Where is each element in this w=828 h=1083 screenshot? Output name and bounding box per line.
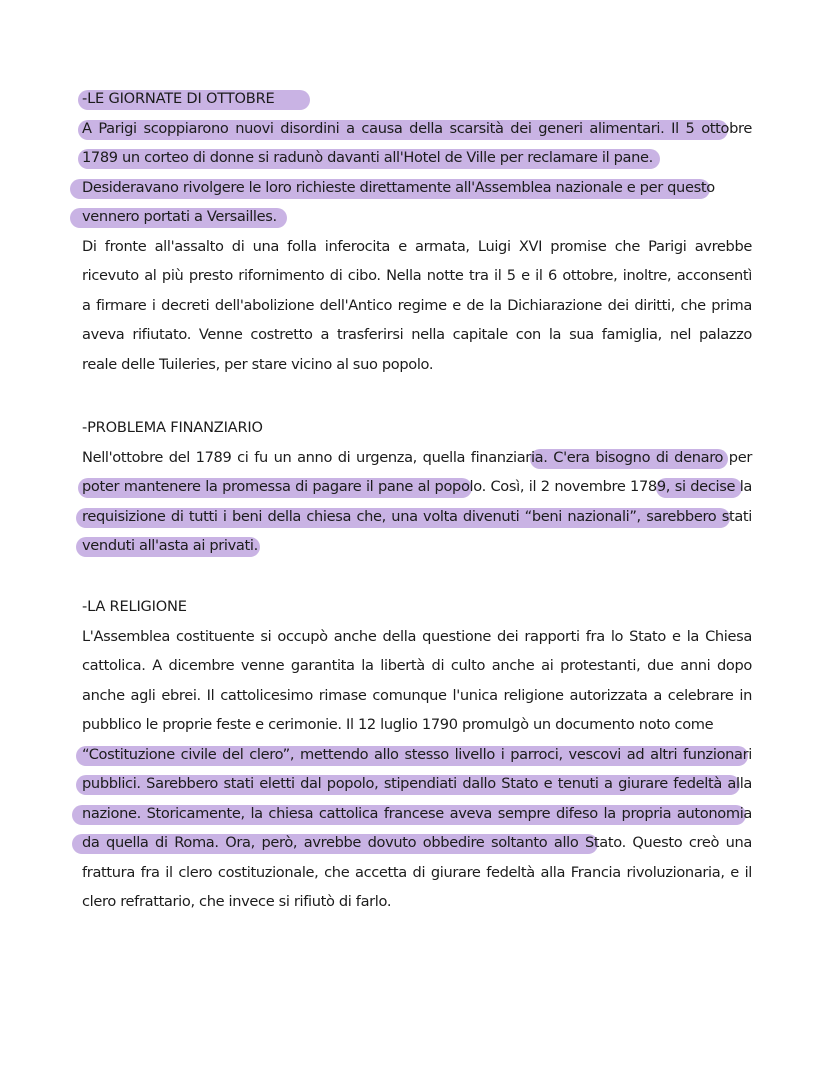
line-text: A Parigi scoppiarono nuovi disordini a causa della scarsità dei generi alimentari. Il 5 ottobre bbox=[82, 119, 752, 137]
paragraph-line bbox=[82, 472, 752, 502]
line-text: “Costituzione civile del clero”, mettendo allo stesso livello i parroci, vescovi ad altri funzionari bbox=[82, 745, 752, 763]
paragraph-line bbox=[82, 173, 752, 203]
paragraph-line bbox=[82, 769, 752, 799]
line-text: Desideravano rivolgere le loro richieste direttamente all'Assemblea nazionale e per questo bbox=[82, 178, 715, 196]
section-heading bbox=[82, 413, 752, 443]
line-text: nazione. Storicamente, la chiesa cattolica francese aveva sempre difeso la propria autonomia bbox=[82, 804, 752, 822]
heading-text: -LA RELIGIONE bbox=[82, 598, 187, 615]
section-heading bbox=[82, 592, 752, 622]
paragraph-line bbox=[82, 740, 752, 770]
paragraph-line bbox=[82, 799, 752, 829]
paragraph-line bbox=[82, 350, 752, 380]
line-text: clero refrattario, che invece si rifiutò di farlo. bbox=[82, 893, 392, 910]
paragraph-line bbox=[82, 143, 752, 173]
line-text: requisizione di tutti i beni della chiesa che, una volta divenuti “beni nazionali”, sarebbero stati bbox=[82, 507, 752, 525]
line-text: anche agli ebrei. Il cattolicesimo rimase comunque l'unica religione autorizzata a celebrare in bbox=[82, 686, 752, 704]
line-text: Di fronte all'assalto di una folla inferocita e armata, Luigi XVI promise che Parigi avrebbe bbox=[82, 237, 752, 255]
line-text: pubblico le proprie feste e cerimonie. Il 12 luglio 1790 promulgò un documento noto come bbox=[82, 716, 714, 733]
paragraph-line bbox=[82, 858, 752, 888]
heading-text: -PROBLEMA FINANZIARIO bbox=[82, 419, 263, 436]
line-text: da quella di Roma. Ora, però, avrebbe dovuto obbedire soltanto allo Stato. Questo creò una bbox=[82, 834, 752, 851]
paragraph-line bbox=[82, 232, 752, 262]
line-text: Nell'ottobre del 1789 ci fu un anno di urgenza, quella finanziaria. C'era bisogno di denaro per bbox=[82, 448, 752, 466]
paragraph-line bbox=[82, 651, 752, 681]
line-text: pubblici. Sarebbero stati eletti dal popolo, stipendiati dallo Stato e tenuti a giurare fedeltà alla bbox=[82, 775, 752, 792]
paragraph-line bbox=[82, 887, 752, 917]
paragraph-line bbox=[82, 828, 752, 858]
paragraph-line bbox=[82, 114, 752, 144]
line-text: ricevuto al più presto rifornimento di cibo. Nella notte tra il 5 e il 6 ottobre, inoltre, acconsentì bbox=[82, 267, 752, 284]
section-problema-finanziario bbox=[82, 413, 752, 561]
line-text: poter mantenere la promessa di pagare il pane al popolo. Così, il 2 novembre 1789, si decise la bbox=[82, 478, 752, 495]
paragraph-line bbox=[82, 710, 752, 740]
line-text: aveva rifiutato. Venne costretto a trasferirsi nella capitale con la sua famiglia, nel palazzo bbox=[82, 326, 752, 343]
section-giornate-di-ottobre bbox=[82, 84, 752, 379]
paragraph-line bbox=[82, 261, 752, 291]
line-text: 1789 un corteo di donne si radunò davanti all'Hotel de Ville per reclamare il pane. bbox=[82, 149, 653, 166]
paragraph-line bbox=[82, 202, 752, 232]
line-text: L'Assemblea costituente si occupò anche della questione dei rapporti fra lo Stato e la Chiesa bbox=[82, 627, 752, 645]
line-text: venduti all'asta ai privati. bbox=[82, 537, 258, 554]
paragraph-line bbox=[82, 502, 752, 532]
section-heading bbox=[82, 84, 752, 114]
line-text: vennero portati a Versailles. bbox=[82, 208, 277, 225]
paragraph-line bbox=[82, 531, 752, 561]
line-text: a firmare i decreti dell'abolizione dell'Antico regime e de la Dichiarazione dei diritti, che prima bbox=[82, 296, 752, 314]
paragraph-line bbox=[82, 320, 752, 350]
line-text: frattura fra il clero costituzionale, che accetta di giurare fedeltà alla Francia rivoluzionaria, e il bbox=[82, 863, 752, 881]
paragraph-line bbox=[82, 681, 752, 711]
paragraph-line bbox=[82, 622, 752, 652]
line-text: reale delle Tuileries, per stare vicino al suo popolo. bbox=[82, 355, 434, 373]
line-text: cattolica. A dicembre venne garantita la libertà di culto anche ai protestanti, due anni dopo bbox=[82, 657, 752, 674]
paragraph-line bbox=[82, 443, 752, 473]
paragraph-line bbox=[82, 291, 752, 321]
heading-text: -LE GIORNATE DI OTTOBRE bbox=[82, 90, 275, 107]
section-la-religione bbox=[82, 592, 752, 917]
